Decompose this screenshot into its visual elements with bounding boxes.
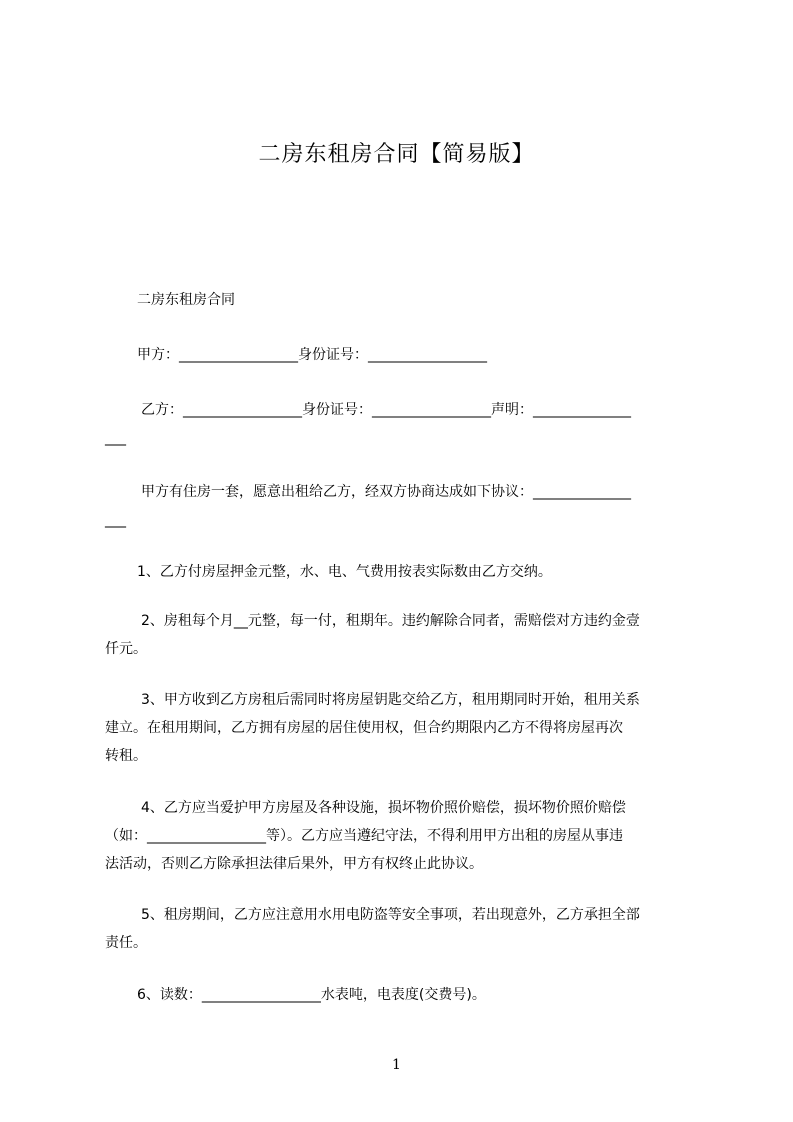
intro-paragraph-continued: ___	[105, 512, 126, 528]
clause-4-line-2: （如：_________________等）。乙方应当遵纪守法，不得利用甲方出租的房屋从事违	[105, 828, 623, 844]
clause-3-line-1: 3、甲方收到乙方房租后需同时将房屋钥匙交给乙方，租用期同时开始，租用关系	[141, 692, 640, 708]
clause-3-line-3: 转租。	[105, 748, 147, 764]
intro-paragraph: 甲方有住房一套，愿意出租给乙方，经双方协商达成如下协议：______________	[141, 484, 631, 500]
document-title: 二房东租房合同【简易版】	[258, 142, 535, 167]
clause-4-line-3: 法活动，否则乙方除承担法律后果外，甲方有权终止此协议。	[105, 856, 483, 872]
page-number: 1	[392, 1057, 401, 1073]
clause-2-line-2: 仟元。	[105, 641, 147, 657]
clause-5-line-1: 5、租房期间，乙方应注意用水用电防盗等安全事项，若出现意外，乙方承担全部	[141, 907, 640, 923]
clause-5-line-2: 责任。	[105, 935, 147, 951]
contract-subtitle: 二房东租房合同	[137, 292, 235, 308]
clause-3-line-2: 建立。在租用期间，乙方拥有房屋的居住使用权，但合约期限内乙方不得将房屋再次	[105, 720, 623, 736]
clause-6: 6、读数：_________________水表吨，电表度(交费号)。	[137, 987, 486, 1003]
clause-2-line-1: 2、房租每个月__元整，每一付，租期年。违约解除合同者，需赔偿对方违约金壹	[141, 613, 640, 629]
clause-1: 1、乙方付房屋押金元整，水、电、气费用按表实际数由乙方交纳。	[137, 564, 552, 580]
clause-4-line-1: 4、乙方应当爱护甲方房屋及各种设施，损坏物价照价赔偿，损坏物价照价赔偿	[141, 800, 626, 816]
party-b-line: 乙方：_________________身份证号：_________________声明：______________	[141, 402, 631, 418]
party-a-line: 甲方：_________________身份证号：_________________	[137, 347, 487, 363]
party-b-line-continued: ___	[105, 430, 126, 446]
